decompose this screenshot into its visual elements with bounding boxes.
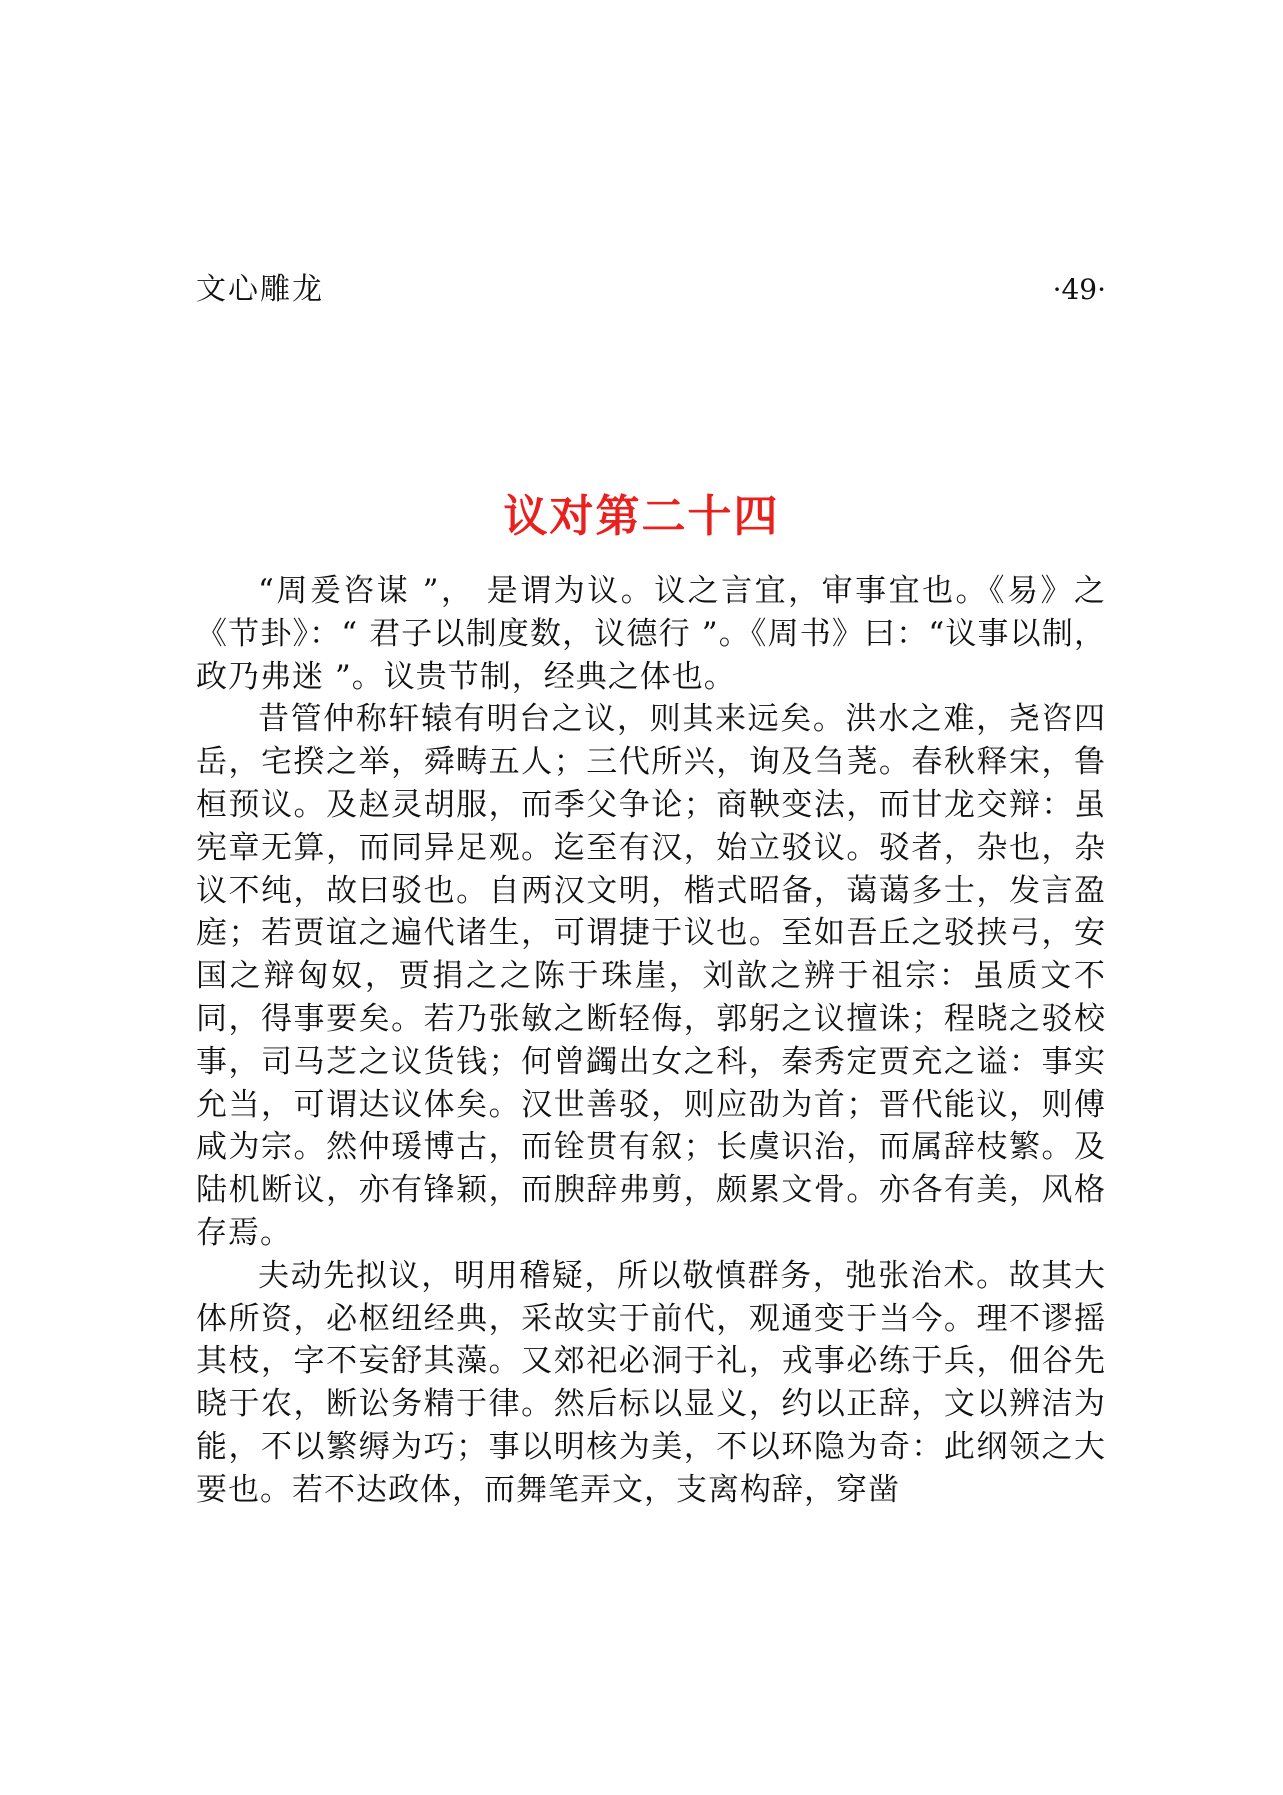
paragraph: 夫动先拟议，明用稽疑，所以敬慎群务，弛张治术。故其大体所资，必枢纽经典，采故实于前代，观通变于当今。理不谬摇其枝，字不妄舒其藻。又郊祀必洞于礼，戎事必练于兵，佃谷先晓于农，断讼务精于律。然后标以显义，约以正辞，文以辨洁为能，不以繁缛为巧；事以明核为美，不以环隐为奇：此纲领之大要也。若不达政体，而舞笔弄文，支离构辞，穿凿 — [196, 1257, 1106, 1508]
chapter-title: 议对第二十四 — [503, 491, 780, 543]
body-text — [196, 570, 1106, 1512]
paragraph: 昔管仲称轩辕有明台之议，则其来远矣。洪水之难，尧咨四岳，宅揆之举，舜畴五人；三代所兴，询及刍荛。春秋释宋，鲁桓预议。及赵灵胡服，而季父争论；商鞅变法，而甘龙交辩：虽宪章无算，而同异足观。迄至有汉，始立驳议。驳者，杂也，杂议不纯，故曰驳也。自两汉文明，楷式昭备，蔼蔼多士，发言盈庭；若贾谊之遍代诸生，可谓捷于议也。至如吾丘之驳挟弓，安国之辩匈奴，贾捐之之陈于珠崖，刘歆之辨于祖宗：虽质文不同，得事要矣。若乃张敏之断轻侮，郭躬之议擅诛；程晓之驳校事，司马芝之议货钱；何曾蠲出女之科，秦秀定贾充之谥：事实允当，可谓达议体矣。汉世善驳，则应劭为首；晋代能议，则傅咸为宗。然仲瑗博古，而铨贯有叙；长虞识治，而属辞枝繁。及陆机断议，亦有锋颖，而腴辞弗剪，颇累文骨。亦各有美，风格存焉。 — [196, 701, 1106, 1251]
paragraph: “周爰咨谋 ”， 是谓为议。议之言宜，审事宜也。《易》之《节卦》：“ 君子以制度数，议德行 ”。《周书》曰：“议事以制，政乃弗迷 ”。议贵节制，经典之体也。 — [196, 573, 1106, 695]
book-title: 文心雕龙 — [196, 272, 324, 307]
page-number: ·49· — [1052, 273, 1106, 306]
running-header — [196, 268, 1106, 312]
